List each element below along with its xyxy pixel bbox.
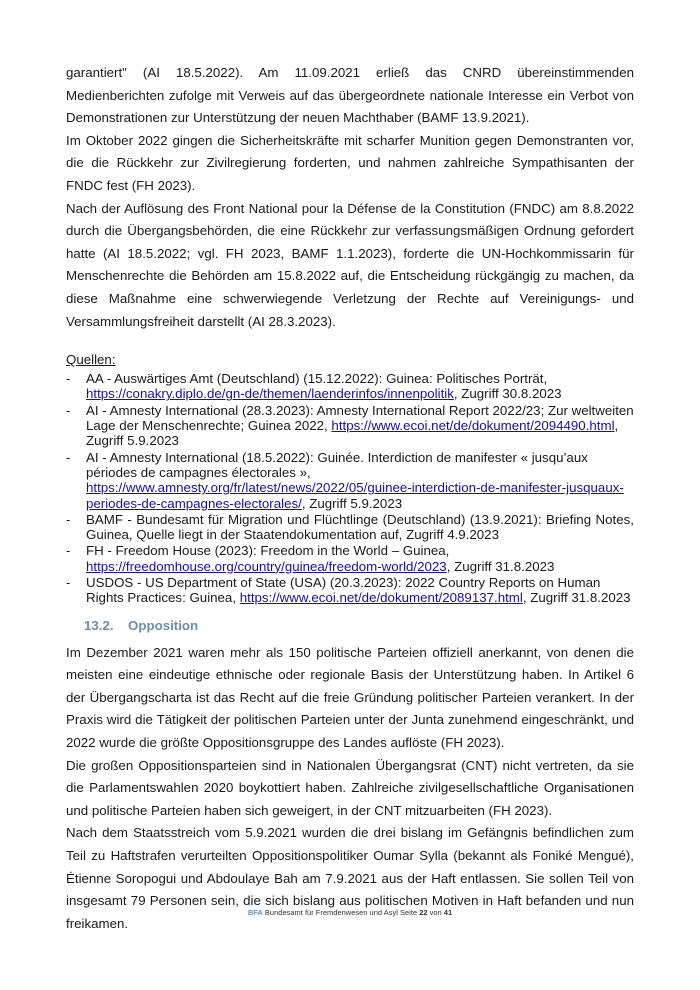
section-number: 13.2. (84, 617, 114, 633)
section-heading (66, 618, 634, 634)
source-item: - FH - Freedom House (2023): Freedom in the World – Guinea, https://freedomhouse.org/country/guinea/freedom-world/2023, Zugriff 31.8.2023 (66, 543, 555, 574)
paragraph: Nach dem Staatsstreich vom 5.9.2021 wurden die drei bislang im Gefängnis befindlichen zum Teil zu Haftstrafen verurteilten Oppositionspolitiker Oumar Sylla (bekannt als Foniké Mengué), Étienne Soropogui und Abdoulaye Bah am 7.9.2021 aus der Haft entlassen. Sie sollen Teil von insgesamt 79 Personen sein, die sich bislang aus politischen Motiven in Haft befanden und nun freikamen. (66, 825, 634, 931)
paragraph: garantiert" (AI 18.5.2022). Am 11.09.2021 erließ das CNRD übereinstimmenden Medienberichten zufolge mit Verweis auf das übergeordnete nationale Interesse ein Verbot von Demonstrationen zur Unterstützung der neuen Machthaber (BAMF 13.9.2021). (66, 65, 634, 126)
section-title: Opposition (128, 617, 199, 633)
source-item: - BAMF - Bundesamt für Migration und Flüchtlinge (Deutschland) (13.9.2021): Briefing Notes, Guinea, Quelle liegt in der Staatendokumentation auf, Zugriff 4.9.2023 (66, 511, 634, 543)
page-footer: BFA Bundesamt für Fremdenwesen und Asyl Seite 22 von 41 (247, 908, 453, 917)
document-body (66, 62, 634, 935)
sources-list (66, 371, 634, 605)
paragraph: Nach der Auflösung des Front National pour la Défense de la Constitution (FNDC) am 8.8.2022 durch die Übergangsbehörden, die eine Rückkehr zur verfassungsmäßigen Ordnung gefordert hatte (AI 18.5.2022; vgl. FH 2023, BAMF 1.1.2023), forderte die UN-Hochkommissarin für Menschenrechte die Behörden am 15.8.2022 auf, die Entscheidung rückgängig zu machen, da diese Maßnahme eine schwerwiegende Verletzung der Rechte auf Vereinigungs- und Versammlungsfreiheit darstellt (AI 28.3.2023). (66, 200, 634, 329)
source-item: - AI - Amnesty International (18.5.2022): Guinée. Interdiction de manifester « jusqu’aux périodes de campagnes électorales », https://www.amnesty.org/fr/latest/news/2022/05/guinee-interdiction-de-manifester-jusquaux-periodes-de-campagnes-electorales/, Zugriff 5.9.2023 (66, 449, 624, 511)
source-link[interactable]: https://conakry.diplo.de/gn-de/themen/laenderinfos/innenpolitik (86, 386, 454, 402)
source-item: - AI - Amnesty International (28.3.2023): Amnesty International Report 2022/23; Zur weltweiten Lage der Menschenrechte; Guinea 2022, https://www.ecoi.net/de/dokument/2094490.html, Zugriff 5.9.2023 (66, 402, 634, 449)
paragraph: Im Dezember 2021 waren mehr als 150 politische Parteien offiziell anerkannt, von denen die meisten eine eindeutige ethnische oder regionale Basis der Unterstützung haben. In Artikel 6 der Übergangscharta ist das Recht auf die freie Gründung politischer Parteien verankert. In der Praxis wird die Tätigkeit der politischen Parteien unter der Junta zunehmend eingeschränkt, und 2022 wurde die größte Oppositionsgruppe des Landes auflöste (FH 2023). (66, 644, 634, 750)
page-number: 22 (419, 908, 428, 917)
source-link[interactable]: https://www.amnesty.org/fr/latest/news/2022/05/guinee-interdiction-de-manifester-jusquaux-periodes-de-campagnes-electorales/ (86, 480, 624, 511)
source-link[interactable]: https://freedomhouse.org/country/guinea/freedom-world/2023 (86, 558, 447, 574)
source-item: - USDOS - US Department of State (USA) (20.3.2023): 2022 Country Reports on Human Rights Practices: Guinea, https://www.ecoi.net/de/dokument/2089137.html, Zugriff 31.8.2023 (66, 574, 631, 606)
brand-logo: BFA (247, 908, 263, 917)
source-link[interactable]: https://www.ecoi.net/de/dokument/2094490.html (331, 418, 615, 434)
source-item: - AA - Auswärtiges Amt (Deutschland) (15.12.2022): Guinea: Politisches Porträt, https://conakry.diplo.de/gn-de/themen/laenderinfos/innenpolitik, Zugriff 30.8.2023 (66, 371, 562, 402)
paragraph: Die großen Oppositionsparteien sind in Nationalen Übergangsrat (CNT) nicht vertreten, da sie die Parlamentswahlen 2020 boykottiert haben. Zahlreiche zivilgesellschaftliche Organisationen und politische Parteien haben sich geweigert, in der CNT mitzuarbeiten (FH 2023). (66, 757, 634, 818)
paragraph: Im Oktober 2022 gingen die Sicherheitskräfte mit scharfer Munition gegen Demonstranten vor, die die Rückkehr zur Zivilregierung forderten, und nahmen zahlreiche Sympathisanten der FNDC fest (FH 2023). (66, 132, 634, 193)
page-total: 41 (443, 908, 453, 917)
source-link[interactable]: https://www.ecoi.net/de/dokument/2089137.html (239, 590, 523, 606)
sources-heading: Quellen: (66, 352, 116, 368)
